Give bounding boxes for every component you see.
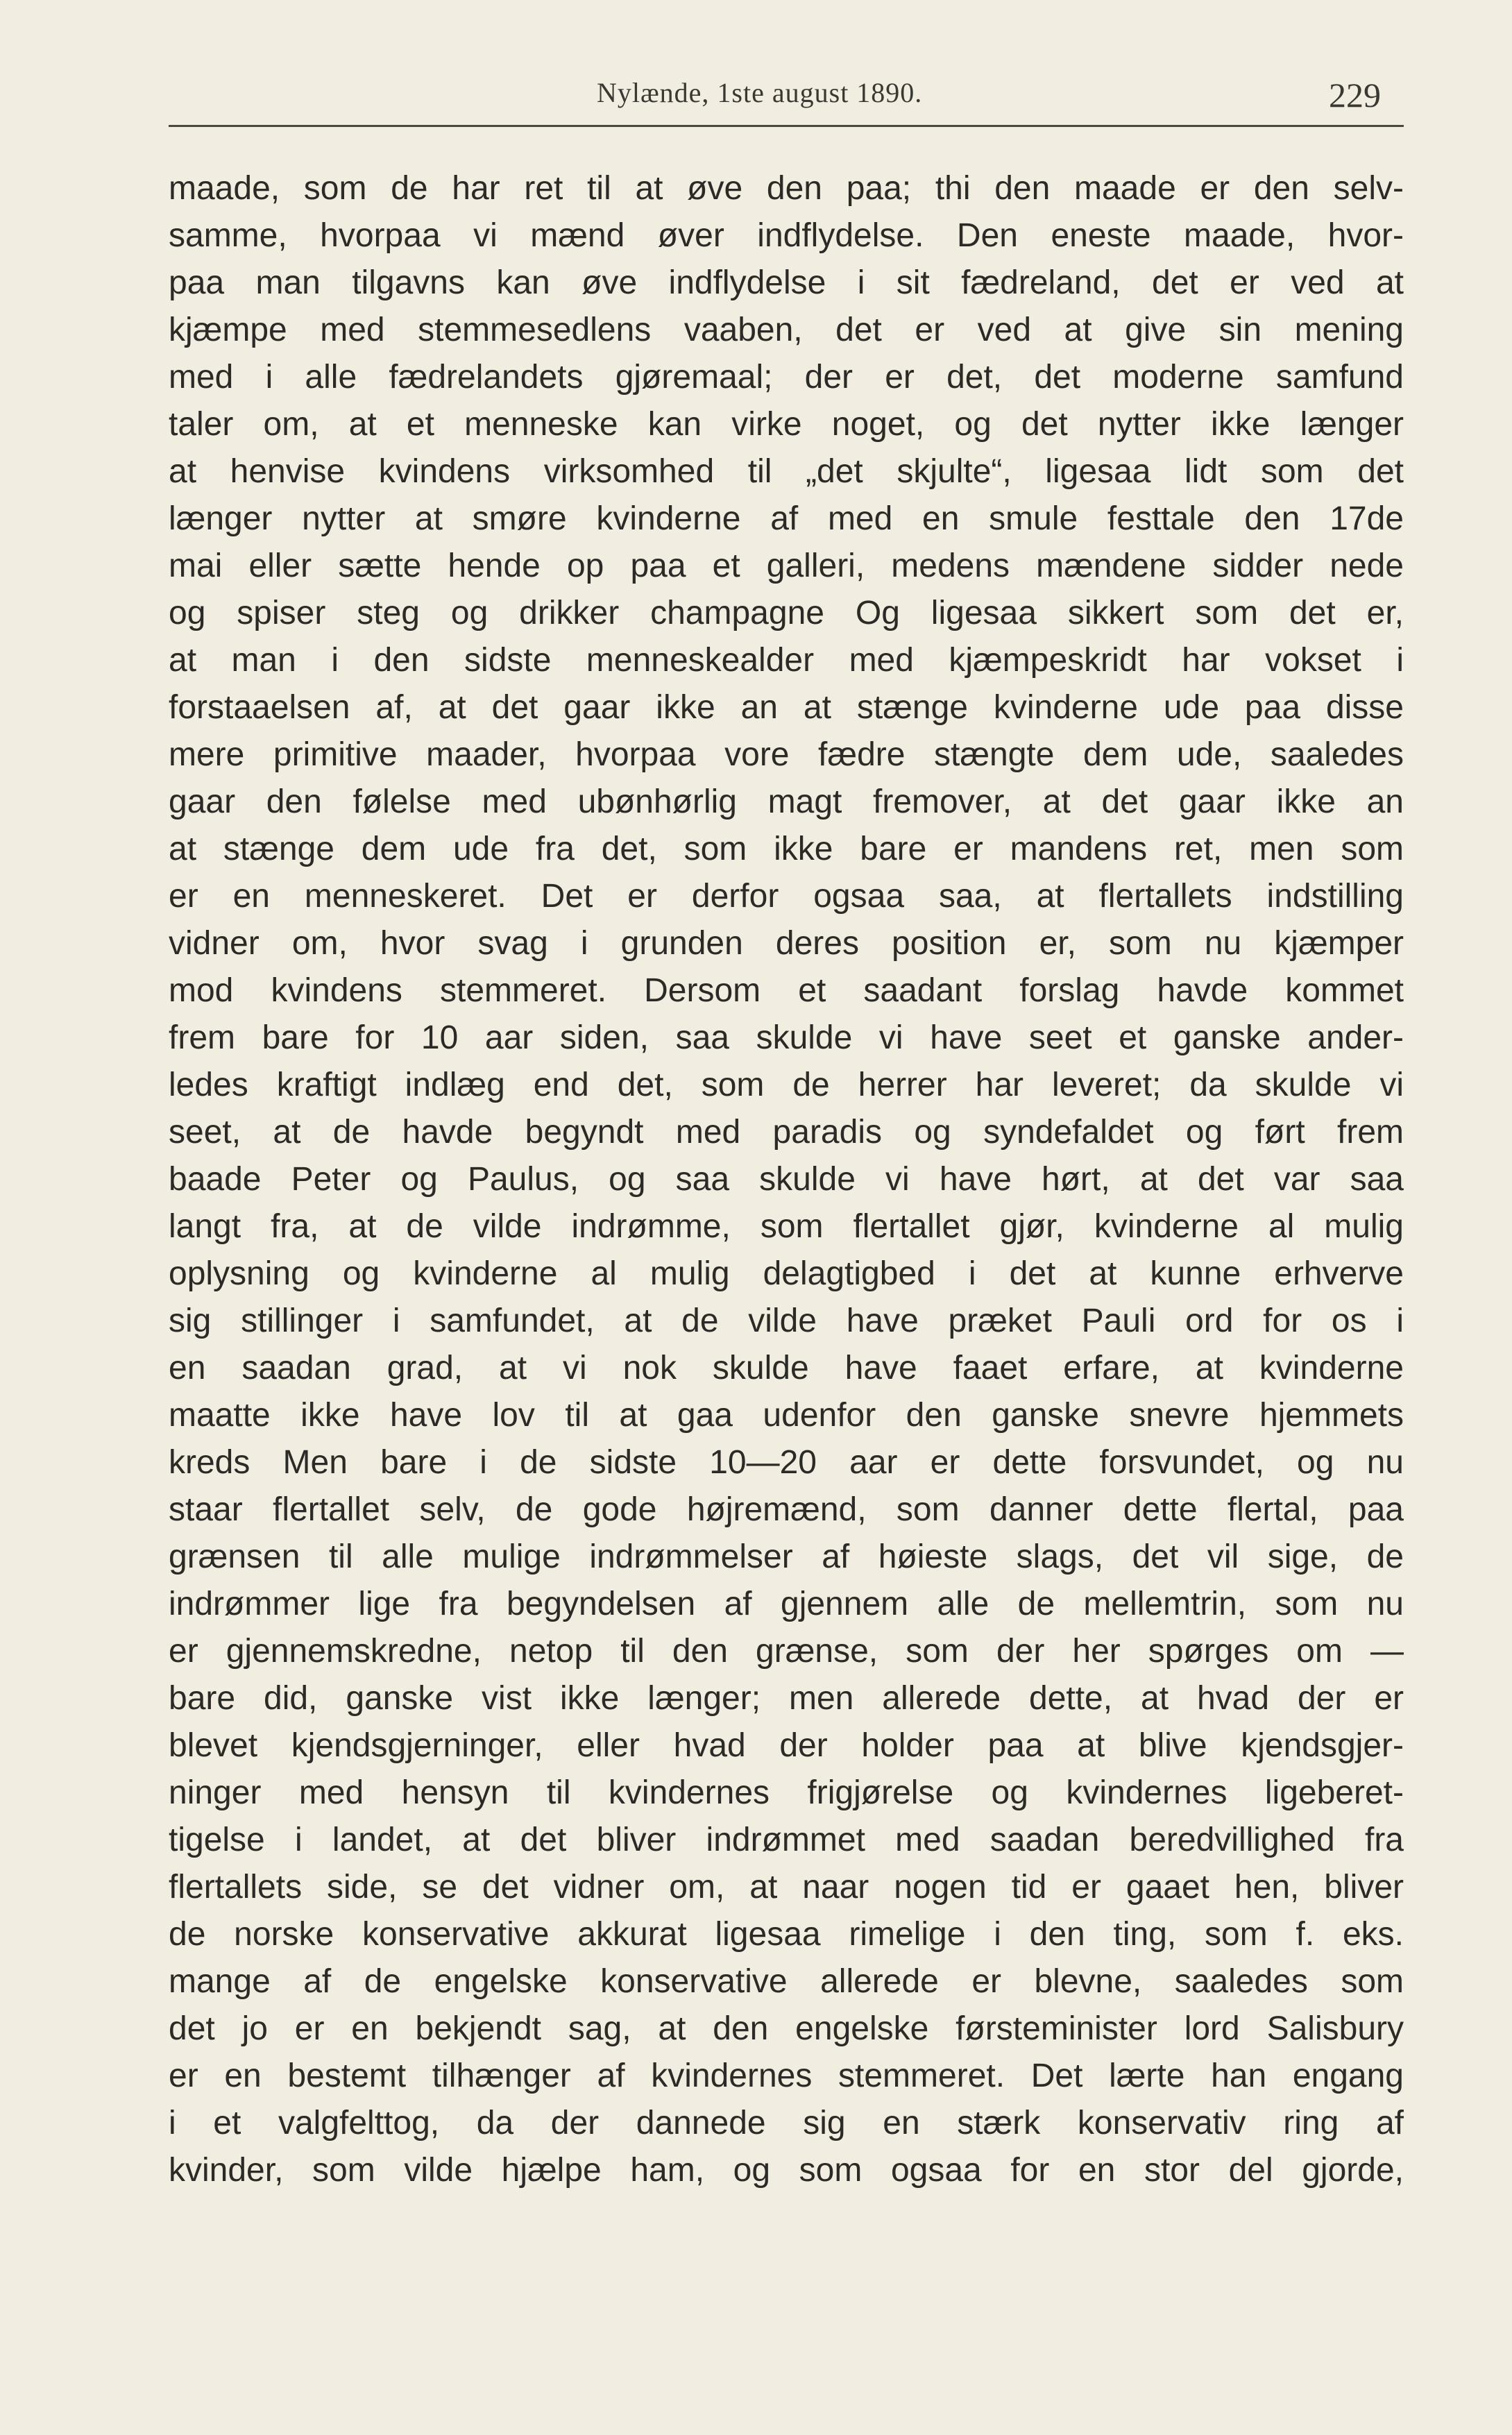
text-line: vidner om, hvor svag i grunden deres position er, som nu kjæmper [169,925,1404,962]
text-line: tigelse i landet, at det bliver indrømmet med saadan beredvillighed fra [169,1822,1404,1858]
text-line: maatte ikke have lov til at gaa udenfor den ganske snevre hjemmets [169,1397,1404,1434]
text-line: kjæmpe med stemmesedlens vaaben, det er ved at give sin mening [169,312,1404,348]
text-line: mod kvindens stemmeret. Dersom et saadant forslag havde kommet [169,972,1404,1009]
text-line: sig stillinger i samfundet, at de vilde have præket Pauli ord for os i [169,1303,1404,1339]
text-line: oplysning og kvinderne al mulig delagtigbed i det at kunne erhverve [169,1255,1404,1292]
text-line: langt fra, at de vilde indrømme, som flertallet gjør, kvinderne al mulig [169,1208,1404,1245]
text-line: mai eller sætte hende op paa et galleri, medens mændene sidder nede [169,548,1404,584]
text-line: i et valgfelttog, da der dannede sig en stærk konservativ ring af [169,2105,1404,2141]
text-line: er gjennemskredne, netop til den grænse, som der her spørges om — [169,1633,1404,1670]
text-line: seet, at de havde begyndt med paradis og syndefaldet og ført frem [169,1114,1404,1151]
text-line: forstaaelsen af, at det gaar ikke an at stænge kvinderne ude paa disse [169,689,1404,726]
text-line: blevet kjendsgjerninger, eller hvad der holder paa at blive kjendsgjer- [169,1727,1404,1764]
text-line: kreds Men bare i de sidste 10—20 aar er dette forsvundet, og nu [169,1444,1404,1481]
running-title: Nylænde, 1ste august 1890. [597,77,923,108]
text-line: bare did, ganske vist ikke længer; men allerede dette, at hvad der er [169,1680,1404,1717]
text-line: kvinder, som vilde hjælpe ham, og som ogsaa for en stor del gjorde, [169,2152,1404,2189]
text-line: de norske konservative akkurat ligesaa rimelige i den ting, som f. eks. [169,1916,1404,1953]
text-line: grænsen til alle mulige indrømmelser af høieste slags, det vil sige, de [169,1538,1404,1575]
text-line: en saadan grad, at vi nok skulde have faaet erfare, at kvinderne [169,1350,1404,1386]
text-line: og spiser steg og drikker champagne Og ligesaa sikkert som det er, [169,595,1404,631]
page-number: 229 [1329,76,1381,114]
text-line: ninger med hensyn til kvindernes frigjørelse og kvindernes ligeberet- [169,1774,1404,1811]
header-rule [169,125,1404,127]
text-line: at henvise kvindens virksomhed til „det skjulte“, ligesaa lidt som det [169,453,1404,490]
text-line: maade, som de har ret til at øve den paa; thi den maade er den selv- [169,170,1404,207]
text-line: er en bestemt tilhænger af kvindernes stemmeret. Det lærte han engang [169,2058,1404,2094]
text-line: flertallets side, se det vidner om, at naar nogen tid er gaaet hen, bliver [169,1869,1404,1906]
text-line: at stænge dem ude fra det, som ikke bare er mandens ret, men som [169,831,1404,867]
text-line: frem bare for 10 aar siden, saa skulde vi have seet et ganske ander- [169,1019,1404,1056]
text-line: samme, hvorpaa vi mænd øver indflydelse. Den eneste maade, hvor- [169,217,1404,254]
text-line: indrømmer lige fra begyndelsen af gjennem alle de mellemtrin, som nu [169,1586,1404,1622]
text-line: paa man tilgavns kan øve indflydelse i sit fædreland, det er ved at [169,264,1404,301]
text-line: det jo er en bekjendt sag, at den engelske førsteminister lord Salisbury [169,2010,1404,2047]
text-line: længer nytter at smøre kvinderne af med en smule festtale den 17de [169,500,1404,537]
text-line: ledes kraftigt indlæg end det, som de herrer har leveret; da skulde vi [169,1067,1404,1103]
text-line: mange af de engelske konservative allerede er blevne, saaledes som [169,1963,1404,2000]
text-line: er en menneskeret. Det er derfor ogsaa saa, at flertallets indstilling [169,878,1404,915]
text-line: baade Peter og Paulus, og saa skulde vi have hørt, at det var saa [169,1161,1404,1198]
text-line: staar flertallet selv, de gode højremænd, som danner dette flertal, paa [169,1491,1404,1528]
text-line: gaar den følelse med ubønhørlig magt fremover, at det gaar ikke an [169,783,1404,820]
body-text [169,165,1404,2194]
text-line: med i alle fædrelandets gjøremaal; der er det, det moderne samfund [169,359,1404,396]
text-line: mere primitive maader, hvorpaa vore fædre stængte dem ude, saaledes [169,736,1404,773]
text-line: taler om, at et menneske kan virke noget, og det nytter ikke længer [169,406,1404,443]
text-line: at man i den sidste menneskealder med kjæmpeskridt har vokset i [169,642,1404,679]
